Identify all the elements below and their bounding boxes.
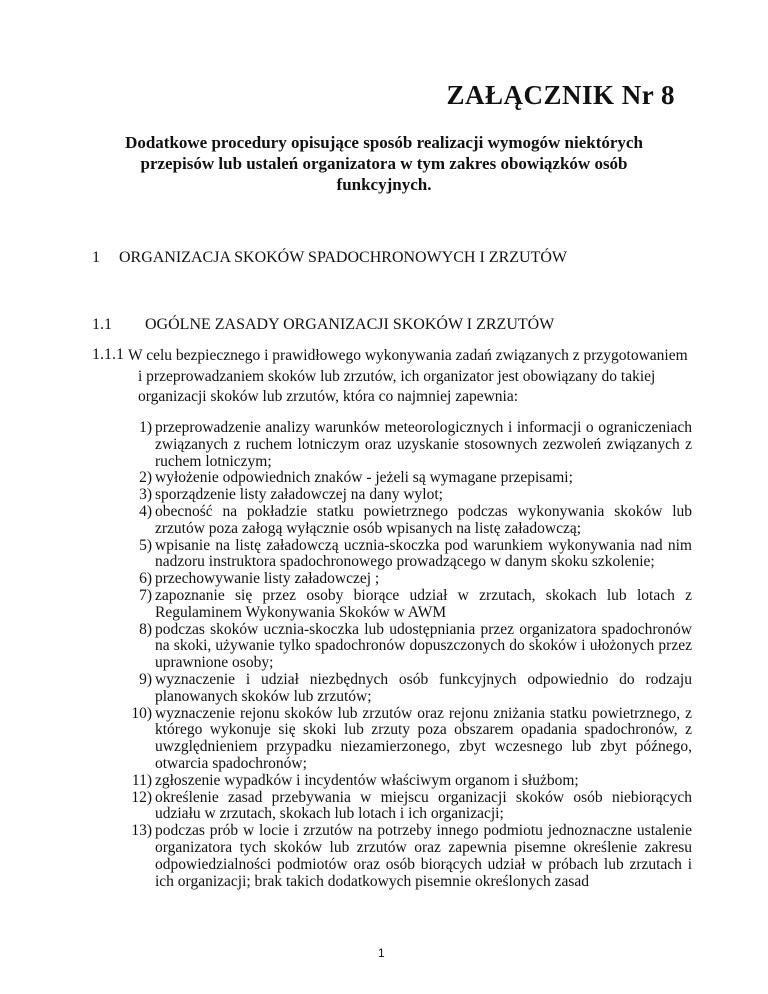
list-item (120, 790, 692, 824)
list-item-number: 2) (139, 469, 152, 487)
list-item-number: 7) (139, 586, 152, 604)
list-item (120, 706, 692, 773)
page-number: 1 (378, 946, 385, 960)
list-item-text: obecność na pokładzie statku powietrznego podczas wykonywania skoków lub zrzutów poza załogą wyłącznie osób wpisanych na listę załadowczą; (155, 502, 692, 537)
section-1-1-1-paragraph (92, 346, 692, 408)
list-item-text: wpisanie na listę załadowczą ucznia-skoczka pod warunkiem wykonywania nad nim nadzoru instruktora spadochronowego prowadzącego w danym skoku szkolenie; (155, 536, 692, 571)
list-item-number: 10) (131, 704, 152, 722)
list-item (120, 588, 692, 622)
list-item-text: wyznaczenie i udział niezbędnych osób funkcyjnych odpowiednio do rodzaju planowanych skoków lub zrzutów; (155, 670, 692, 705)
list-item (120, 538, 692, 572)
list-item-number: 5) (139, 536, 152, 554)
list-item-number: 13) (131, 822, 152, 840)
list-item (120, 420, 692, 470)
section-title: OGÓLNE ZASADY ORGANIZACJI SKOKÓW I ZRZUTÓW (145, 316, 555, 333)
appendix-title: ZAŁĄCZNIK Nr 8 (446, 80, 675, 110)
list-item-text: podczas prób w locie i zrzutów na potrzeby innego podmiotu jednoznaczne ustalenie organizatora tych skoków lub zrzutów oraz zapewnia pisemne określenie zakresu odpowiedzialności podmiotów oraz osób biorących udział w próbach lub zrzutach i ich organizacji; brak takich dodatkowych pisemnie określonych zasad (155, 822, 692, 890)
section-number: 1.1 (92, 316, 112, 333)
list-item-text: zapoznanie się przez osoby biorące udział w zrzutach, skokach lub lotach z Regulaminem Wykonywania Skoków w AWM (155, 586, 692, 621)
paragraph-body: W celu bezpiecznego i prawidłowego wykonywania zadań związanych z przygotowaniem i przeprowadzaniem skoków lub zrzutów, ich organizator jest obowiązany do takiej organizacji skoków lub zrzutów, która co najmniej zapewnia: (128, 347, 688, 405)
list-item (120, 773, 692, 790)
list-item-text: podczas skoków ucznia-skoczka lub udostępniania przez organizatora spadochronów na skoki, używanie tylko spadochronów dopuszczonych do skoków i ułożonych przez uprawnione osoby; (155, 620, 692, 672)
list-item-text: wyznaczenie rejonu skoków lub zrzutów oraz rejonu zniżania statku powietrznego, z którego wykonuje się skoki lub zrzuty poza obszarem opadania spadochronów, z uwzględnieniem przypadku niezamierzonego, zbyt wczesnego lub zbyt późnego, otwarcia spadochronów; (155, 704, 692, 772)
list-item-number: 8) (139, 620, 152, 638)
section-title: ORGANIZACJA SKOKÓW SPADOCHRONOWYCH I ZRZUTÓW (119, 249, 568, 266)
list-item (120, 487, 692, 504)
list-item-number: 4) (139, 502, 152, 520)
list-item-text: zgłoszenie wypadków i incydentów właściwym organom i służbom; (155, 771, 579, 789)
section-number: 1.1.1 (92, 346, 124, 363)
list-item (120, 622, 692, 672)
list-item (120, 672, 692, 706)
document-subtitle: Dodatkowe procedury opisujące sposób realizacji wymogów niektórych przepisów lub ustaleń organizatora w tym zakres obowiązków osób funkcyjnych. (125, 133, 643, 194)
paragraph-text (128, 346, 692, 408)
list-item-text: przechowywanie listy załadowczej ; (155, 570, 380, 588)
list-item-number: 6) (139, 570, 152, 588)
list-item (120, 504, 692, 538)
list-item (120, 571, 692, 588)
list-item-text: określenie zasad przebywania w miejscu organizacji skoków osób niebiorących udziału w zrzutach, skokach lub lotach i ich organizacji; (155, 788, 692, 823)
section-number: 1 (92, 249, 100, 266)
list-item-text: przeprowadzenie analizy warunków meteorologicznych i informacji o ograniczeniach związanych z ruchem lotniczym oraz uzyskanie stosownych zezwoleń związanych z ruchem lotniczym; (155, 419, 692, 470)
list-item-number: 3) (139, 486, 152, 504)
list-item-number: 1) (139, 419, 152, 436)
list-item-number: 9) (139, 670, 152, 688)
list-item (120, 470, 692, 487)
list-item-number: 11) (131, 771, 152, 789)
requirements-list (120, 420, 692, 890)
list-item-text: wyłożenie odpowiednich znaków - jeżeli są wymagane przepisami; (155, 469, 573, 487)
list-item-number: 12) (131, 788, 152, 806)
list-item-text: sporządzenie listy załadowczej na dany wylot; (155, 486, 443, 504)
list-item (120, 823, 692, 890)
